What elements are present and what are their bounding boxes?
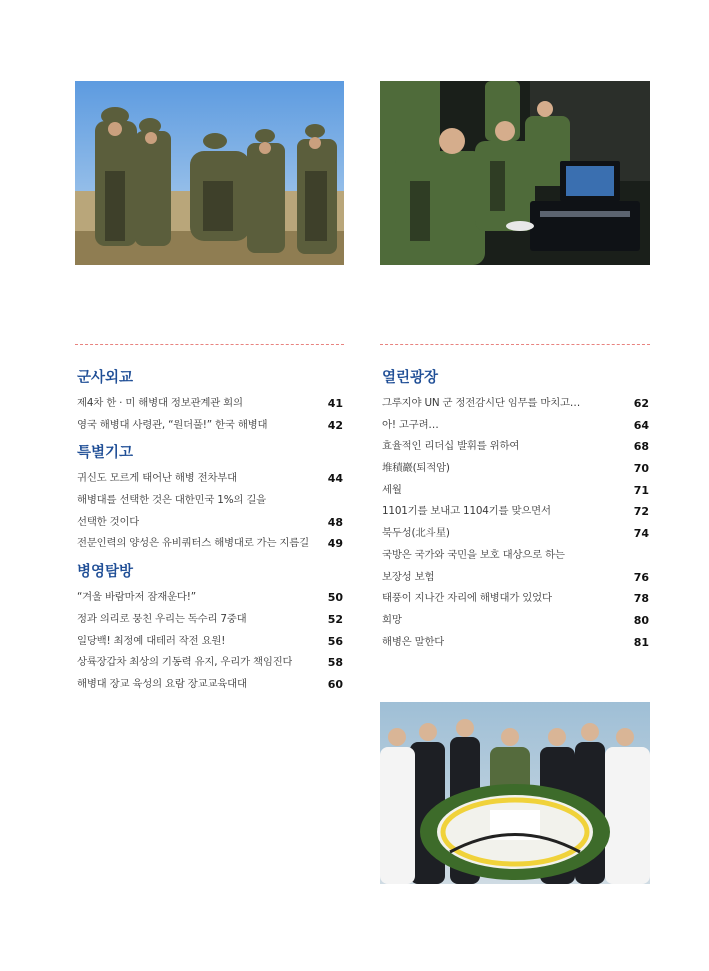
toc-entry-page: 71 — [633, 483, 649, 497]
toc-entry-page: 48 — [327, 515, 343, 529]
toc-section-barracks-visit — [77, 559, 343, 695]
photo-wreath-ceremony — [380, 702, 650, 884]
toc-entry-title: 국방은 국가와 국민을 보호 대상으로 하는 — [382, 548, 565, 561]
toc-entry-page: 80 — [633, 613, 649, 627]
toc-entry[interactable] — [77, 512, 343, 534]
toc-entry[interactable] — [382, 545, 649, 567]
toc-entry-title: 희망 — [382, 613, 402, 626]
toc-entry-page: 70 — [633, 462, 649, 476]
toc-entry-page: 64 — [633, 418, 649, 432]
photo-soldiers-computers — [380, 81, 650, 265]
toc-right-column — [382, 365, 649, 653]
toc-entry-title: 그루지야 UN 군 정전감시단 임무를 마치고… — [382, 397, 581, 409]
toc-entry-title: 제4차 한 · 미 해병대 정보관계관 회의 — [77, 397, 243, 409]
toc-entry[interactable] — [382, 393, 649, 415]
toc-entry[interactable] — [77, 652, 343, 674]
toc-entry-page: 56 — [327, 634, 343, 648]
toc-entry[interactable] — [382, 632, 649, 654]
toc-entry-page: 60 — [327, 677, 343, 691]
toc-entry[interactable] — [77, 393, 343, 415]
section-title: 열린광장 — [382, 370, 439, 386]
toc-entry[interactable] — [382, 458, 649, 480]
toc-entry-page: 41 — [327, 397, 343, 410]
toc-entry-page: 52 — [327, 612, 343, 626]
toc-entry[interactable] — [77, 587, 343, 609]
toc-entry[interactable] — [77, 674, 343, 696]
toc-entry[interactable] — [77, 533, 343, 555]
toc-entry-title: 북두성(北斗星) — [382, 527, 450, 540]
toc-entry-page: 62 — [633, 397, 649, 410]
toc-entry-title: 해병대 장교 육성의 요람 장교교육대대 — [77, 677, 247, 690]
toc-entry[interactable] — [382, 567, 649, 589]
toc-entry-title: 전문인력의 양성은 유비쿼터스 해병대로 가는 지름길 — [77, 537, 309, 550]
toc-entry-title: 세월 — [382, 483, 402, 496]
toc-entry-title: 선택한 것이다 — [77, 515, 140, 528]
section-title: 병영탐방 — [77, 564, 134, 581]
toc-entry[interactable] — [382, 610, 649, 632]
toc-entry-title: 일당백! 최정예 대테러 작전 요원! — [77, 634, 226, 647]
toc-entry-page: 42 — [327, 418, 343, 432]
toc-entry[interactable] — [77, 415, 343, 437]
toc-entry-page: 76 — [633, 570, 649, 584]
section-title: 특별기고 — [77, 445, 134, 462]
toc-section-special-contribution — [77, 440, 343, 555]
toc-entry[interactable] — [382, 480, 649, 502]
toc-entry-page: 81 — [633, 635, 649, 649]
toc-entry-page: 44 — [327, 472, 343, 486]
toc-entry-title: 효율적인 리더십 발휘를 위하여 — [382, 440, 520, 453]
toc-entry-title: 상륙장갑차 최상의 기동력 유지, 우리가 책임진다 — [77, 656, 293, 669]
toc-entry-title: 해병은 말한다 — [382, 635, 445, 648]
toc-entry-page: 68 — [633, 440, 649, 454]
toc-entry[interactable] — [77, 609, 343, 631]
toc-entry[interactable] — [382, 501, 649, 523]
toc-entry-title: 堆積巖(퇴적암) — [382, 462, 450, 475]
photo-soldiers-field-training — [75, 81, 344, 265]
toc-entry-title: 보장성 보험 — [382, 570, 435, 583]
toc-entry[interactable] — [77, 490, 343, 512]
section-title: 군사외교 — [77, 370, 134, 386]
toc-entry[interactable] — [382, 523, 649, 545]
divider-right — [380, 344, 650, 345]
toc-entry-page: 78 — [633, 592, 649, 606]
toc-entry-title: 아! 고구려… — [382, 418, 439, 431]
toc-entry[interactable] — [77, 631, 343, 653]
toc-entry[interactable] — [382, 588, 649, 610]
toc-entry-title: 귀신도 모르게 태어난 해병 전차부대 — [77, 472, 237, 485]
toc-entry-page: 58 — [327, 656, 343, 670]
toc-entry-title: 영국 해병대 사령관, “원더풀!” 한국 해병대 — [77, 418, 268, 431]
toc-entry-title: 태풍이 지나간 자리에 해병대가 있었다 — [382, 592, 552, 605]
toc-entry-page: 72 — [633, 505, 649, 519]
divider-left — [75, 344, 344, 345]
toc-entry-page: 50 — [327, 591, 343, 605]
toc-section-open-forum — [382, 365, 649, 653]
toc-entry-title: “겨울 바람마저 잠재운다!” — [77, 591, 196, 604]
toc-entry[interactable] — [382, 415, 649, 437]
toc-entry-page: 74 — [633, 527, 649, 541]
toc-entry[interactable] — [382, 436, 649, 458]
toc-left-column — [77, 365, 343, 696]
toc-entry-title: 정과 의리로 뭉친 우리는 독수리 7중대 — [77, 612, 247, 625]
toc-entry-title: 해병대를 선택한 것은 대한민국 1%의 길을 — [77, 494, 266, 507]
toc-section-military-diplomacy — [77, 365, 343, 436]
toc-entry[interactable] — [77, 468, 343, 490]
toc-entry-page: 49 — [327, 537, 343, 551]
toc-entry-title: 1101기를 보내고 1104기를 맞으면서 — [382, 505, 551, 518]
